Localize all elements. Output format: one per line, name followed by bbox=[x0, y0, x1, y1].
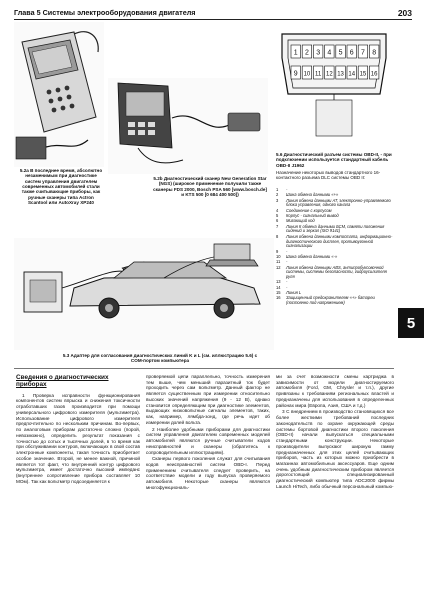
caption-fig-5-2b: 5.2b Диагностический сканер New Generation Star (NGS) (широкое применение получили также сканеры FDS 2000, Bosch PSA 560 [www.bosch.de] и KTS 500 [0 684 400 500]) bbox=[153, 176, 267, 197]
pin-description: Шина обмена данными «+» bbox=[286, 192, 339, 198]
pin-number: 8 bbox=[276, 233, 279, 239]
pin-description: - bbox=[286, 187, 288, 192]
pin-description: Линия обмена данными компостата, информационно-диагностического дисплея, противоугонной сигнализации bbox=[286, 233, 393, 249]
pin-number: 2 bbox=[276, 192, 279, 198]
article-column-1 bbox=[16, 374, 140, 594]
pin-table-row bbox=[276, 225, 394, 234]
caption-fig-5-3: 5.3 Адаптер для согласования диагностических линий K и L (см. иллюстрацию 5.6) с COM-портом компьютера bbox=[62, 353, 258, 364]
pin-description: - bbox=[286, 279, 288, 285]
connector-pin-label: 10 bbox=[303, 71, 311, 78]
pin-table-row bbox=[276, 255, 394, 260]
article-paragraph: 2 Наиболее удобными приборами для диагностики систем управления двигателем современных моделей автомобилей являются ручные считыватели кодов неисправностей и сканеры (обратитесь к сопроводительным иллюстрациям). bbox=[146, 426, 270, 455]
connector-pin-label: 3 bbox=[316, 49, 321, 57]
pin-description: Корпус - сигнальный вывод bbox=[286, 213, 339, 219]
pin-number: 13 bbox=[276, 279, 281, 285]
article-column-2 bbox=[146, 374, 270, 594]
article-paragraph: Сканеры первого поколения служат для считывания кодов неисправностей систем OBD-I. Перед применением считывателя следует проверить, на соответствие модели и году выпуска проверяемого автомобиля. Некоторые сканеры являются многофункциональ- bbox=[146, 456, 270, 490]
pin-table-row bbox=[276, 280, 394, 285]
pin-description: - bbox=[286, 284, 288, 290]
pin-description: Мигающий код bbox=[286, 218, 315, 224]
connector-pin-label: 11 bbox=[315, 71, 322, 78]
caption-fig-5-2a: 5.2a В последнее время, абсолютно незаменимым при диагностике систем управления двигателем современных автомобилей стали также считывающие приборы, как ручные сканеры типа Actron Scantool или AutoXray XP240 bbox=[19, 168, 103, 205]
caption-fig-5-6: 5.6 Диагностический разъем системы OBD-II, - при подключении используется стандартный кабель OBD-II J1962 bbox=[276, 152, 392, 168]
pin-description: Линия L bbox=[286, 290, 302, 295]
connector-pin-label: 12 bbox=[326, 71, 333, 78]
pin-description: Защищенный предохранителем «+» батареи (постоянно под напряжением) bbox=[286, 295, 375, 306]
pin-number: 11 bbox=[276, 259, 281, 265]
article-paragraph: проверяемой цепи параллельно, точность измерения тем выше, чем меньший паразитный ток будет проходить через сам вольтметр. Данный фактор не является существенным при измерении относительно высоких значений напряжения (9 - 12 В), однако становится определяющим при диагностике элементов, выдающих низковольтные сигналы элементов, таких, как, например, лямбда-зонд, где речь идет об измерении долей вольта. bbox=[146, 374, 270, 425]
pin-number: 14 bbox=[276, 284, 281, 290]
pin-number: 6 bbox=[276, 218, 279, 224]
pin-description: - bbox=[286, 259, 288, 265]
pin-number: 4 bbox=[276, 207, 279, 213]
pin-description: Соединение с корпусом bbox=[286, 207, 332, 213]
section-divider bbox=[14, 368, 394, 369]
chapter-title: Глава 5 Системы электрооборудования двигателя bbox=[14, 8, 196, 17]
article-paragraph: 1 Проверка исправности функционирования компонентов систем впрыска и снижения токсичности отработавших газов производится при помощи универсального цифрового измерителя (мультиметра). Использование цифрового измерителя предпочтительно по нескольким причинам. Во-первых, по аналоговым приборам достаточно сложно (порой, невозможно), определить результат показания с точностью до сотых и тысячных долей, в то время как при обслуживании контуров, включающих в свой состав электронные компоненты, такая точность приобретает особое значение. Второй, не менее важной, причиной является тот факт, что внутренний контур цифрового мультиметра, имеет достаточно высокий импеданс (внутреннее сопротивление прибора составляет 10 МОм). Так как вольтметр подсоединяется к bbox=[16, 392, 140, 484]
pin-number: 9 bbox=[276, 248, 279, 254]
connector-pin-label: 2 bbox=[304, 49, 309, 57]
connector-pin-label: 1 bbox=[293, 49, 298, 57]
adapter-car-laptop-illustration bbox=[14, 238, 274, 350]
connector-pin-label: 16 bbox=[370, 71, 378, 78]
pin-table-row bbox=[276, 199, 394, 208]
connector-pin-label: 7 bbox=[360, 49, 365, 57]
connector-pin-label: 9 bbox=[293, 70, 298, 78]
ngs-scanner-illustration bbox=[108, 78, 268, 174]
connector-pin-label: 14 bbox=[348, 71, 356, 78]
pin-number: 3 bbox=[276, 197, 279, 203]
article-paragraph: 3 С внедрением в производство становящихся все более жесткими требований последних законодательств по охране окружающей среды системы бортовой диагностики второго поколения (OBD-II) начали выпускаться специальными стандартными конструкции. Некоторые производители выпускают широкую гамму предназначенных для этих целей считывающих приборов, часть из которых можно приобрести в магазинах автомобильных аксессуаров. Еще одним очень удобным диагностическим прибором является дорогостоящий специализированный диагностический компьютер типа ADC2000 фирмы Launch HiTech, либо обычный персональный компью- bbox=[276, 409, 394, 489]
pin-assignment-table bbox=[276, 188, 394, 306]
obd2-connector-illustration bbox=[272, 22, 396, 146]
pin-number: 5 bbox=[276, 213, 279, 219]
article-paragraph: ми за счет возможности смены картриджа в зависимости от модели диагностируемого автомобиля (Ford, GM, Chrysler и т.п.), другие привязаны к требованиям региональных властей и предназначены для использования в определенных районах мира (Европа, Азия, США и т.д.) bbox=[276, 374, 394, 408]
pin-description: Линия обмена данными ABS, антипробуксовочной системы, системы безопасности, гидроусилителя руля bbox=[286, 264, 387, 280]
pin-description: - bbox=[286, 248, 288, 254]
pin-number: 7 bbox=[276, 223, 279, 229]
connector-pin-label: 8 bbox=[372, 49, 377, 57]
pin-number: 16 bbox=[276, 295, 281, 301]
handheld-scanner-illustration bbox=[14, 22, 104, 167]
pin-table-row bbox=[276, 296, 394, 305]
connector-pin-label: 5 bbox=[338, 49, 343, 57]
page-number: 203 bbox=[397, 8, 412, 18]
chapter-side-tab: 5 bbox=[398, 308, 424, 338]
pin-number: 15 bbox=[276, 290, 281, 295]
pin-description: Шина обмена данными «-» bbox=[286, 253, 338, 259]
pin-description: Линия К обмена данными БСМ, памяти положения сидений и зеркал (ISO 9141) bbox=[286, 223, 385, 234]
pin-number: 1 bbox=[276, 187, 279, 192]
pin-number: 10 bbox=[276, 253, 281, 259]
pin-table-row bbox=[276, 235, 394, 249]
page-header bbox=[14, 6, 412, 20]
pin-number: 12 bbox=[276, 264, 281, 270]
pin-description: Линия обмена данными АТ, электронно-управляемого блока управления, одного канала bbox=[286, 197, 391, 208]
connector-pin-label: 6 bbox=[349, 49, 354, 57]
article-column-3 bbox=[276, 374, 394, 594]
connector-pin-label: 4 bbox=[327, 49, 332, 57]
pin-table-intro: Назначение некоторых выводов стандартного 16-контактного разъема DLC системы OBD II: bbox=[276, 170, 381, 181]
pin-table-row bbox=[276, 266, 394, 280]
article-heading: Сведения о диагностических приборах bbox=[16, 374, 109, 389]
connector-pin-label: 15 bbox=[359, 71, 367, 78]
connector-pin-label: 13 bbox=[337, 71, 344, 78]
